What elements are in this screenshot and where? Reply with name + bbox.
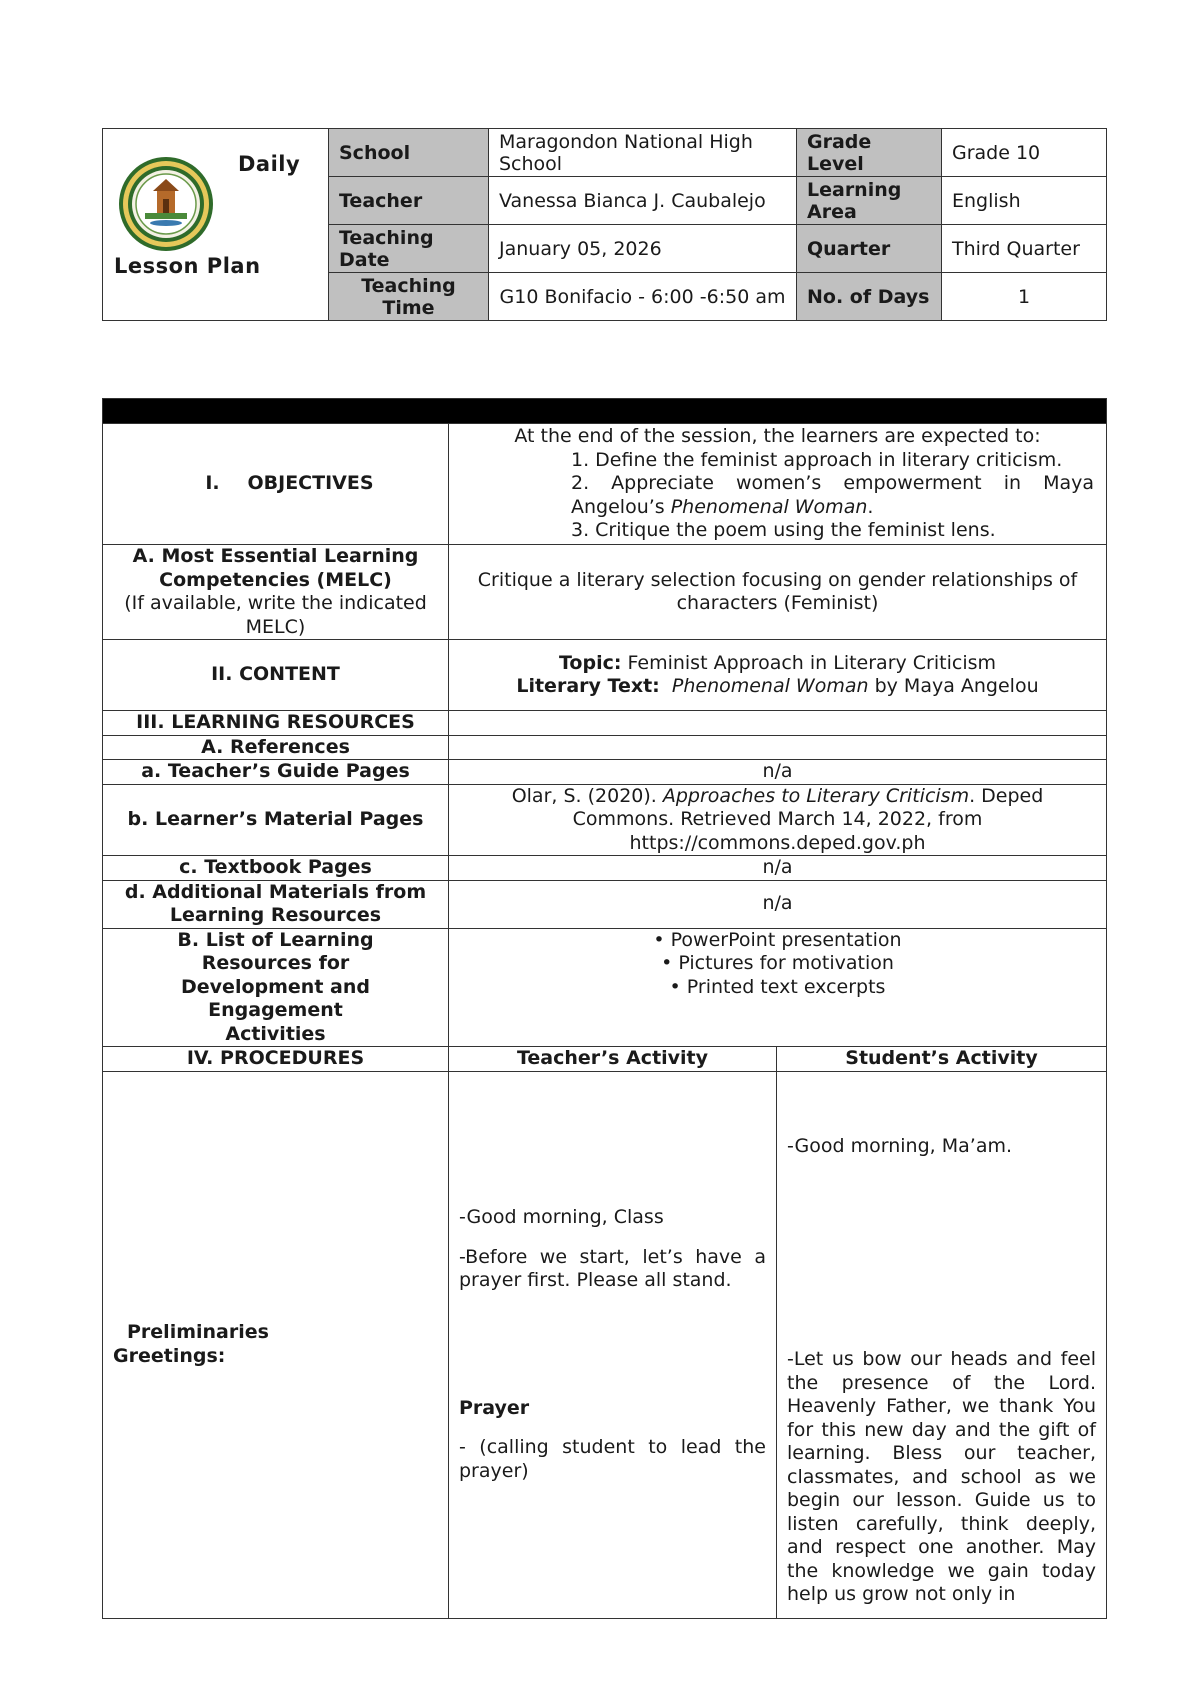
textbook-row	[103, 856, 1107, 881]
resource-item-2: • Pictures for motivation	[661, 952, 894, 974]
title-lesson-plan: Lesson Plan	[114, 254, 261, 278]
additional-materials-label: d. Additional Materials from Learning Resources	[103, 880, 449, 928]
teacher-guide-row	[103, 760, 1107, 785]
melc-label	[103, 545, 449, 640]
resources-label: III. LEARNING RESOURCES	[103, 711, 449, 736]
melc-value: Critique a literary selection focusing on gender relationships of characters (Feminist)	[449, 545, 1107, 640]
learner-material-row	[103, 784, 1107, 856]
header-bar	[103, 399, 1107, 424]
preliminaries-label	[103, 1071, 449, 1618]
learner-material-label: b. Learner’s Material Pages	[103, 784, 449, 856]
additional-materials-value: n/a	[449, 880, 1107, 928]
resource-item-3: • Printed text excerpts	[669, 975, 886, 998]
references-label: A. References	[103, 735, 449, 760]
textbook-label: c. Textbook Pages	[103, 856, 449, 881]
quarter-label: Quarter	[797, 225, 942, 273]
content-topic: Topic: Feminist Approach in Literary Criticism	[558, 651, 997, 674]
student-greeting: -Good morning, Ma’am.	[787, 1134, 1013, 1157]
objectives-row	[103, 424, 1107, 545]
references-value	[449, 735, 1107, 760]
teacher-value: Vanessa Bianca J. Caubalejo	[489, 177, 797, 225]
additional-materials-row	[103, 880, 1107, 928]
procedures-header-row	[103, 1047, 1107, 1072]
student-prayer: -Let us bow our heads and feel the presence of the Lord. Heavenly Father, we thank You for this new day and the gift of learning. Bless our teacher, classmates, and school as we begin our lesson. Guide us to listen carefully, think deeply, and respect one another. May the knowledge we gain today help us grow not only in	[787, 1348, 1096, 1605]
references-row	[103, 735, 1107, 760]
objective-item-1: 1. Define the feminist approach in literary criticism.	[571, 448, 1063, 471]
objectives-label	[103, 424, 449, 545]
teacher-label: Teacher	[329, 177, 489, 225]
teacher-guide-label: a. Teacher’s Guide Pages	[103, 760, 449, 785]
teaching-date-label: Teaching Date	[329, 225, 489, 273]
learner-material-value: Olar, S. (2020). Approaches to Literary Criticism. Deped Commons. Retrieved March 14, 2022, from https://commons.deped.gov.ph	[449, 784, 1107, 856]
school-value: Maragondon National High School	[489, 129, 797, 177]
learning-area-label: Learning Area	[797, 177, 942, 225]
no-of-days-value: 1	[942, 273, 1107, 321]
objective-item-2: 2. Appreciate women’s empowerment in Maya Angelou’s Phenomenal Woman.	[571, 472, 1094, 518]
grade-level-value: Grade 10	[942, 129, 1107, 177]
preliminaries-row	[103, 1071, 1107, 1618]
lesson-table	[102, 398, 1107, 1619]
melc-label-note: (If available, write the indicated MELC)	[124, 592, 427, 638]
prayer-heading: Prayer	[459, 1396, 530, 1419]
objectives-intro: At the end of the session, the learners are expected to:	[514, 425, 1041, 448]
procedures-label: IV. PROCEDURES	[103, 1047, 449, 1072]
preliminaries-stage: Preliminaries	[127, 1321, 269, 1343]
content-label: II. CONTENT	[103, 640, 449, 711]
resource-list-value	[449, 928, 1107, 1047]
content-literary-text: Literary Text: Phenomenal Woman by Maya Angelou	[516, 675, 1039, 697]
teaching-time-value: G10 Bonifacio - 6:00 -6:50 am	[489, 273, 797, 321]
teacher-prayer-intro: -Before we start, let’s have a prayer first. Please all stand.	[459, 1245, 766, 1291]
resources-value	[449, 711, 1107, 736]
textbook-value: n/a	[449, 856, 1107, 881]
grade-level-label: Grade Level	[797, 129, 942, 177]
content-row	[103, 640, 1107, 711]
teacher-activity-header: Teacher’s Activity	[449, 1047, 777, 1072]
quarter-value: Third Quarter	[942, 225, 1107, 273]
teaching-date-value: January 05, 2026	[489, 225, 797, 273]
resource-item-1: • PowerPoint presentation	[653, 928, 902, 951]
no-of-days-label: No. of Days	[797, 273, 942, 321]
melc-row	[103, 545, 1107, 640]
resource-list-row	[103, 928, 1107, 1047]
preliminaries-greetings: Greetings:	[113, 1344, 226, 1367]
teacher-greeting: -Good morning, Class	[459, 1206, 664, 1228]
student-activity-cell	[777, 1071, 1107, 1618]
teaching-time-label: Teaching Time	[329, 273, 489, 321]
teacher-activity-cell	[449, 1071, 777, 1618]
title-daily: Daily	[238, 152, 301, 176]
school-label: School	[329, 129, 489, 177]
learning-area-value: English	[942, 177, 1107, 225]
teacher-guide-value: n/a	[449, 760, 1107, 785]
objectives-number: I.	[205, 472, 220, 495]
title-cell	[103, 129, 329, 321]
resources-row	[103, 711, 1107, 736]
student-activity-header: Student’s Activity	[777, 1047, 1107, 1072]
header-table	[102, 128, 1107, 321]
teacher-prayer-call: - (calling student to lead the prayer)	[459, 1436, 766, 1482]
objectives-value	[449, 424, 1107, 545]
resource-list-label: B. List of Learning Resources for Development and Engagement Activities	[103, 928, 449, 1047]
objectives-list	[461, 449, 1094, 543]
objectives-label-text: OBJECTIVES	[247, 472, 374, 495]
melc-label-title: A. Most Essential Learning Competencies (MELC)	[132, 545, 419, 591]
objective-item-3: 3. Critique the poem using the feminist lens.	[571, 519, 996, 542]
content-value	[449, 640, 1107, 711]
school-seal-icon	[117, 155, 215, 253]
